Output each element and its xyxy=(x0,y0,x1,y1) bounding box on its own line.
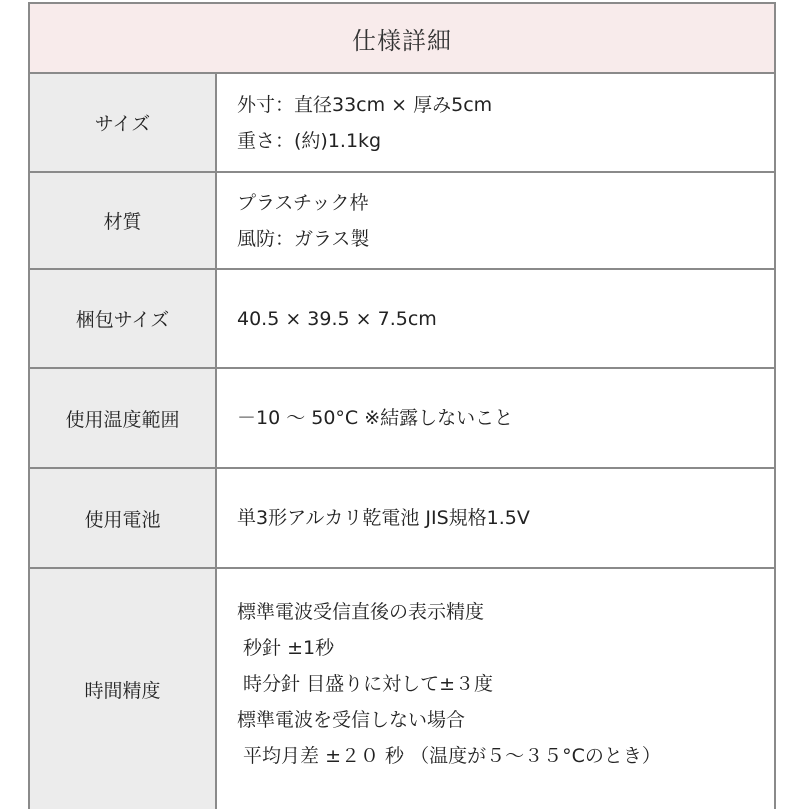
spec-row-time-accuracy xyxy=(30,569,774,809)
spec-table xyxy=(28,2,776,809)
spec-row-size xyxy=(30,74,774,173)
spec-row-battery xyxy=(30,469,774,569)
spec-value-line: 標準電波を受信しない場合 xyxy=(237,709,466,731)
spec-value xyxy=(217,74,774,171)
spec-value-line: 標準電波受信直後の表示精度 xyxy=(237,601,485,623)
spec-value-line: 平均月差 ±２０ 秒 （温度が５～３５°Cのとき） xyxy=(237,745,661,767)
spec-value-line: 40.5 × 39.5 × 7.5cm xyxy=(237,307,437,330)
spec-row-package-size xyxy=(30,270,774,369)
spec-label: 梱包サイズ xyxy=(30,270,217,367)
spec-value-line: －10 ～ 50°C ※結露しないこと xyxy=(237,407,514,429)
spec-value xyxy=(217,569,774,809)
spec-label: サイズ xyxy=(30,74,217,171)
spec-value-line: 単3形アルカリ乾電池 JIS規格1.5V xyxy=(237,507,530,529)
spec-value xyxy=(217,173,774,268)
spec-value xyxy=(217,270,774,367)
spec-value-line: 風防：ガラス製 xyxy=(237,227,370,250)
spec-value xyxy=(217,469,774,567)
spec-label: 使用電池 xyxy=(30,469,217,567)
spec-value-line: 外寸：直径33cm × 厚み5cm xyxy=(237,93,493,116)
spec-row-temperature-range xyxy=(30,369,774,469)
spec-value-line: プラスチック枠 xyxy=(237,191,369,214)
spec-label: 材質 xyxy=(30,173,217,268)
spec-value xyxy=(217,369,774,467)
spec-value-line: 秒針 ±1秒 xyxy=(237,637,335,659)
spec-row-material xyxy=(30,173,774,270)
spec-label: 時間精度 xyxy=(30,569,217,809)
spec-value-line: 時分針 目盛りに対して±３度 xyxy=(237,673,493,695)
spec-label: 使用温度範囲 xyxy=(30,369,217,467)
spec-table-title: 仕様詳細 xyxy=(30,4,774,74)
spec-value-line: 重さ：(約)1.1kg xyxy=(237,129,382,152)
